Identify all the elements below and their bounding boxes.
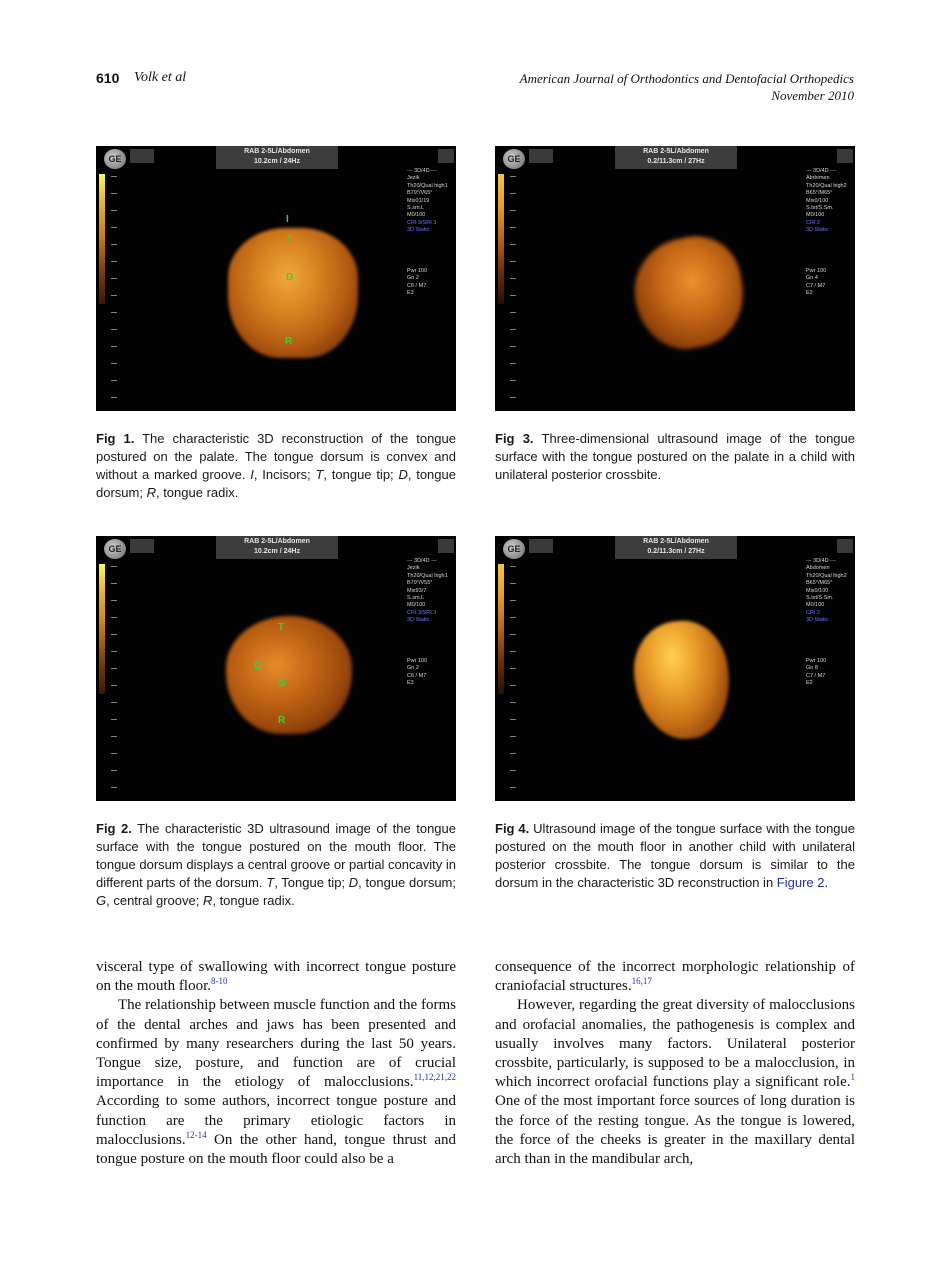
param-line-highlight: CRI 3/SRI 3 — [407, 609, 437, 616]
citation-link[interactable]: 12-14 — [185, 1129, 207, 1140]
ge-logo-icon: GE — [503, 149, 525, 169]
journal-name: American Journal of Orthodontics and Dentofacial Orthopedics — [519, 71, 854, 86]
param-line: E2 — [806, 290, 813, 297]
param-line: Jezik — [407, 565, 420, 572]
paragraph — [96, 958, 456, 996]
param-line: M0/100 — [407, 212, 426, 219]
caption-label: Fig 1. — [96, 431, 135, 446]
param-line: S.sm.L — [407, 205, 425, 212]
caption-text: , Incisors; — [253, 467, 316, 482]
paragraph — [96, 996, 456, 1169]
toolbar-segment — [130, 539, 154, 553]
depth-scale-ticks — [510, 176, 516, 406]
depth-scale-ticks — [510, 566, 516, 796]
scan-parameters — [806, 558, 855, 625]
probe-label — [615, 536, 737, 559]
param-line: Pwr 100 — [806, 658, 827, 664]
body-column-right — [495, 958, 855, 1169]
scan-parameters — [407, 558, 456, 625]
probe-label — [216, 536, 338, 559]
param-line-highlight: CRI 2 — [806, 609, 821, 616]
param-line: E3 — [407, 680, 414, 687]
paragraph — [495, 996, 855, 1169]
caption-text: The characteristic 3D reconstruction of the tongue postured on the palate. The tongue dorsum is convex and without a marked groove. — [96, 431, 456, 482]
param-line: M0/100 — [407, 602, 426, 609]
caption-text: . — [824, 875, 829, 890]
tongue-reconstruction — [226, 616, 352, 734]
figure-2-ultrasound — [96, 536, 456, 801]
toolbar-segment — [529, 539, 553, 553]
intensity-colorbar — [99, 174, 105, 304]
param-line: Jezik — [407, 175, 420, 182]
body-column-left — [96, 958, 456, 1169]
journal-title — [520, 70, 854, 104]
marker-incisors: I — [286, 214, 289, 225]
journal-date: November 2010 — [771, 88, 854, 103]
param-line: --- 3D/4D --- — [806, 558, 836, 564]
probe-depth: 0.2/11.3cm / 27Hz — [647, 158, 705, 165]
citation-link[interactable]: 8-10 — [211, 976, 228, 987]
caption-text: , tongue dorsum; — [358, 875, 456, 890]
param-line: Mix0/100 — [806, 587, 829, 594]
toolbar-segment — [130, 149, 154, 163]
param-line-highlight: 3D Static — [407, 227, 430, 234]
marker-tongue-radix: R — [285, 336, 293, 347]
param-line: Th20/Qual high1 — [407, 572, 448, 579]
param-line: C6 / M7 — [407, 282, 427, 289]
ge-logo-icon: GE — [104, 539, 126, 559]
probe-name: RAB 2-5L/Abdomen — [244, 538, 310, 545]
caption-abbrev: I — [250, 467, 254, 482]
caption-abbrev: D — [348, 875, 359, 890]
marker-tongue-dorsum: D — [286, 272, 294, 283]
caption-label: Fig 2. — [96, 821, 132, 836]
caption-text: , Tongue tip; — [274, 875, 349, 890]
probe-name: RAB 2-5L/Abdomen — [643, 148, 709, 155]
intensity-colorbar — [498, 174, 504, 304]
caption-abbrev: G — [96, 893, 107, 908]
caption-text: , tongue radix. — [212, 893, 295, 908]
marker-tongue-dorsum: D — [254, 661, 262, 672]
param-line: E2 — [806, 680, 813, 687]
param-line-highlight: 3D Static — [407, 617, 430, 624]
param-line: Gn 2 — [407, 275, 419, 282]
figure-1-ultrasound — [96, 146, 456, 411]
param-line: Pwr 100 — [407, 268, 428, 274]
running-authors: Volk et al — [134, 70, 187, 85]
param-line-highlight: 3D Static — [806, 617, 829, 624]
paragraph-text: consequence of the incorrect morphologic relationship of craniofacial structures. — [495, 959, 855, 995]
marker-central-groove: G — [278, 678, 286, 689]
probe-label — [216, 146, 338, 169]
toolbar-segment — [529, 149, 553, 163]
power-parameters — [806, 268, 855, 298]
toolbar-segment — [438, 149, 454, 163]
caption-text: , tongue radix. — [155, 485, 239, 500]
param-line: Abdomen — [806, 565, 830, 572]
figure-3-caption — [495, 430, 855, 484]
paragraph-text: The relationship between muscle function and the forms of the dental arches and jaws has been presented and confirmed by many researchers during the last 50 years. Tongue size, posture, and function are of crucial importance in the etiology of malocclusions. — [96, 997, 456, 1091]
scan-parameters — [806, 168, 855, 235]
caption-text: , tongue dorsum; — [96, 467, 456, 500]
marker-tongue-tip: T — [286, 234, 293, 245]
tongue-reconstruction — [228, 228, 358, 358]
paragraph-text: According to some authors, incorrect tongue posture and function are the primary etiologic factors in malocclusions. — [96, 1093, 456, 1148]
param-line: C6 / M7 — [407, 672, 427, 679]
param-line: Pwr 100 — [806, 268, 827, 274]
tongue-reconstruction — [629, 616, 735, 743]
caption-abbrev: T — [266, 875, 275, 890]
ge-logo-icon: GE — [104, 149, 126, 169]
param-line: --- 3D/4D --- — [407, 168, 437, 174]
caption-text: Three-dimensional ultrasound image of the tongue surface with the tongue postured on the palate in a child with unilateral posterior crossbite. — [495, 431, 855, 482]
param-line: --- 3D/4D --- — [407, 558, 437, 564]
param-line: Th20/Qual high1 — [407, 182, 448, 189]
paragraph-text: However, regarding the great diversity of malocclusions and orofacial anomalies, the pathogenesis is complex and usually involves many factors. Unilateral posterior crossbite, particularly, is supposed to be a malocclusion, in which incorrect orofacial functions play a significant role. — [495, 997, 855, 1091]
paragraph-text: visceral type of swallowing with incorrect tongue posture on the mouth floor. — [96, 959, 456, 995]
param-line: Gn 2 — [407, 665, 419, 672]
citation-link[interactable]: 1 — [850, 1072, 855, 1083]
figure-2-link[interactable]: Figure 2 — [776, 875, 825, 890]
param-line: M0/100 — [806, 212, 825, 219]
param-line: Mix0/100 — [806, 197, 829, 204]
param-line: Mix93/7 — [407, 587, 427, 594]
param-line-highlight: CRI 2 — [806, 219, 821, 226]
param-line: B79°/V65° — [407, 190, 433, 197]
probe-depth: 10.2cm / 24Hz — [254, 158, 300, 165]
caption-text: , central groove; — [106, 893, 203, 908]
figure-4-caption — [495, 820, 855, 892]
paragraph-text: One of the most important force sources of long duration is the force of the resting tongue. As the tongue is lowered, the force of the cheeks is greater in the maxillary dental arch than in the mandibular arch, — [495, 1093, 855, 1168]
caption-label: Fig 4. — [495, 821, 530, 836]
figure-3-ultrasound — [495, 146, 855, 411]
intensity-colorbar — [99, 564, 105, 694]
toolbar-segment — [837, 149, 853, 163]
toolbar-segment — [837, 539, 853, 553]
param-line: S.txt/S.Sm. — [806, 205, 834, 212]
caption-text: Ultrasound image of the tongue surface with the tongue postured on the mouth floor in another child with unilateral posterior crossbite. The tongue dorsum is similar to the dorsum in the characteristic 3D reconstruction in — [495, 821, 855, 890]
marker-tongue-radix: R — [278, 715, 286, 726]
param-line: Gn 4 — [806, 275, 818, 282]
param-line: M0/100 — [806, 602, 825, 609]
param-line: Th20/Qual high2 — [806, 572, 847, 579]
caption-text: The characteristic 3D ultrasound image of the tongue surface with the tongue postured on the mouth floor. The tongue dorsum displays a central groove or partial concavity in different parts of the dorsum. — [96, 821, 456, 890]
toolbar-segment — [438, 539, 454, 553]
param-line: S.sm.L — [407, 595, 425, 602]
probe-label — [615, 146, 737, 169]
param-line: B79°/V55° — [407, 580, 433, 587]
probe-depth: 0.2/11.3cm / 27Hz — [647, 548, 705, 555]
paragraph — [495, 958, 855, 996]
param-line: Mix01/19 — [407, 197, 430, 204]
probe-name: RAB 2-5L/Abdomen — [643, 538, 709, 545]
caption-abbrev: D — [398, 467, 408, 482]
param-line: Pwr 100 — [407, 658, 428, 664]
depth-scale-ticks — [111, 176, 117, 406]
param-line: Th20/Qual high2 — [806, 182, 847, 189]
figure-1-caption — [96, 430, 456, 502]
power-parameters — [407, 658, 456, 688]
tongue-reconstruction — [625, 228, 754, 358]
depth-scale-ticks — [111, 566, 117, 796]
param-line: B65°/M65° — [806, 580, 833, 587]
page-header — [96, 70, 854, 110]
intensity-colorbar — [498, 564, 504, 694]
param-line: C7 / M7 — [806, 672, 826, 679]
power-parameters — [806, 658, 855, 688]
page-number: 610 — [96, 70, 120, 86]
ge-logo-icon: GE — [503, 539, 525, 559]
citation-link[interactable]: 16,17 — [631, 976, 652, 987]
caption-label: Fig 3. — [495, 431, 534, 446]
caption-abbrev: R — [146, 485, 156, 500]
paragraph-text: On the other hand, tongue thrust and tongue posture on the mouth floor could also be a — [96, 1131, 456, 1168]
param-line: S.txt/S.Sm. — [806, 595, 834, 602]
param-line: Abdomen — [806, 175, 830, 182]
param-line-highlight: 3D Static — [806, 227, 829, 234]
caption-abbrev: R — [202, 893, 213, 908]
probe-name: RAB 2-5L/Abdomen — [244, 148, 310, 155]
param-line: E3 — [407, 290, 414, 297]
figure-2-caption — [96, 820, 456, 910]
caption-text: , tongue tip; — [323, 467, 399, 482]
param-line: Gn 8 — [806, 665, 818, 672]
figure-4-ultrasound — [495, 536, 855, 801]
param-line: C7 / M7 — [806, 282, 826, 289]
citation-link[interactable]: 11,12,21,22 — [413, 1072, 456, 1083]
scan-parameters — [407, 168, 456, 235]
param-line: B65°/M65° — [806, 190, 833, 197]
power-parameters — [407, 268, 456, 298]
marker-tongue-tip: T — [278, 622, 285, 633]
param-line: --- 3D/4D --- — [806, 168, 836, 174]
param-line-highlight: CRI 3/SRI 3 — [407, 219, 437, 226]
probe-depth: 10.2cm / 24Hz — [254, 548, 300, 555]
caption-abbrev: T — [315, 467, 324, 482]
